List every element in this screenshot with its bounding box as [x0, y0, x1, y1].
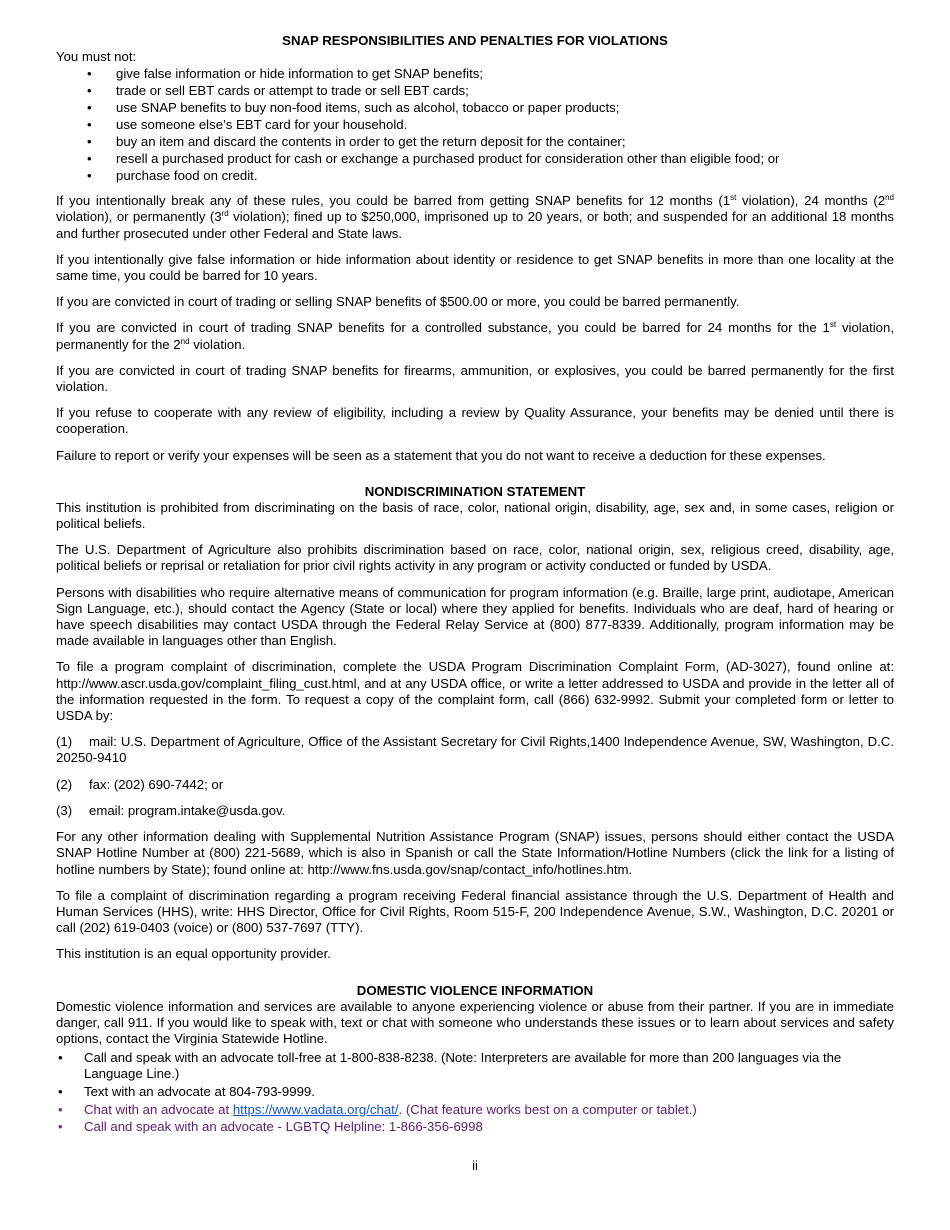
nondiscrimination-p2: The U.S. Department of Agriculture also prohibits discrimination based on race, color, national origin, sex, religious creed, disability, age, political beliefs or reprisal or retaliation for prior civil rights activity in any program or activity conducted or funded by USDA.: [56, 542, 894, 574]
nondiscrimination-p7: This institution is an equal opportunity provider.: [56, 946, 331, 962]
snap-cooperation-paragraph: If you refuse to cooperate with any review of eligibility, including a review by Quality Assurance, your benefits may be denied until there is cooperation.: [56, 405, 894, 437]
snap-false-info-paragraph: If you intentionally give false information or hide information about identity or residence to get SNAP benefits in more than one locality at the same time, you could be barred for 10 years.: [56, 251, 894, 284]
list-item: • use SNAP benefits to buy non-food items, such as alcohol, tobacco or paper products;: [56, 99, 894, 116]
snap-controlled-substance-paragraph: If you are convicted in court of trading SNAP benefits for a controlled substance, you could be barred for 24 months for the 1st violation, permanently for the 2nd violation.: [56, 320, 894, 352]
snap-heading: SNAP RESPONSIBILITIES AND PENALTIES FOR VIOLATIONS: [282, 33, 668, 48]
list-item: • Text with an advocate at 804-793-9999.: [56, 1084, 894, 1100]
list-item: • buy an item and discard the contents in order to get the return deposit for the container;: [56, 133, 894, 150]
complaint-option-mail: (1) mail: U.S. Department of Agriculture, Office of the Assistant Secretary for Civil Rights,1400 Independence Avenue, SW, Washington, D.C. 20250-9410: [56, 734, 894, 766]
snap-expenses-paragraph: Failure to report or verify your expenses will be seen as a statement that you do not want to receive a deduction for these expenses.: [56, 447, 826, 463]
list-item: • Call and speak with an advocate - LGBTQ Helpline: 1-866-356-6998: [56, 1119, 894, 1135]
nondiscrimination-p1: This institution is prohibited from discriminating on the basis of race, color, national origin, disability, age, sex and, in some cases, religion or political beliefs.: [56, 499, 894, 532]
list-item: • resell a purchased product for cash or exchange a purchased product for consideration other than eligible food; or: [56, 150, 894, 167]
nondiscrimination-p6: To file a complaint of discrimination regarding a program receiving Federal financial assistance through the U.S. Department of Health and Human Services (HHS), write: HHS Director, Office for Civil Rights, Room 515-F, 200 Independence Avenue, S.W., Washington, D.C. 20201 or call (202) 619-0403 (voice) or (800) 537-7697 (TTY).: [56, 887, 894, 936]
domestic-violence-list: [56, 1050, 894, 1136]
list-item: • purchase food on credit.: [56, 167, 894, 184]
snap-trading-paragraph: If you are convicted in court of trading or selling SNAP benefits of $500.00 or more, you could be barred permanently.: [56, 294, 740, 310]
complaint-option-email: (3) email: program.intake@usda.gov.: [56, 802, 286, 818]
complaint-option-fax: (2) fax: (202) 690-7442; or: [56, 776, 224, 792]
snap-rules-list: [56, 65, 894, 184]
list-item: • Call and speak with an advocate toll-free at 1-800-838-8238. (Note: Interpreters are available for more than 200 languages via the Language Line.): [56, 1050, 894, 1082]
domestic-violence-heading: DOMESTIC VIOLENCE INFORMATION: [356, 982, 594, 998]
nondiscrimination-p5: For any other information dealing with Supplemental Nutrition Assistance Program (SNAP) issues, persons should either contact the USDA SNAP Hotline Number at (800) 221-5689, which is also in Spanish or call the State Information/Hotline Numbers (click the link for a listing of hotline numbers by State); found online at: http://www.fns.usda.gov/snap/contact_info/hotlines.htm.: [56, 829, 894, 877]
snap-firearms-paragraph: If you are convicted in court of trading SNAP benefits for firearms, ammunition, or explosives, you could be barred permanently for the first violation.: [56, 362, 894, 395]
nondiscrimination-p4: To file a program complaint of discrimination, complete the USDA Program Discrimination Complaint Form, (AD-3027), found online at: http://www.ascr.usda.gov/complaint_filing_cust.html, and at any USDA office, or write a letter addressed to USDA and provide in the letter all of the information requested in the form. To request a copy of the complaint form, call (866) 632-9992. Submit your completed form or letter to USDA by:: [56, 659, 894, 724]
nondiscrimination-heading: NONDISCRIMINATION STATEMENT: [364, 483, 586, 499]
snap-penalties-paragraph: If you intentionally break any of these rules, you could be barred from getting SNAP benefits for 12 months (1st violation), 24 months (2nd violation), or permanently (3rd violation); fined up to $250,000, imprisoned up to 20 years, or both; and suspended for an additional 18 months and further prosecuted under other Federal and State laws.: [56, 193, 894, 241]
domestic-violence-intro: Domestic violence information and services are available to anyone experiencing violence or abuse from their partner. If you are in immediate danger, call 911. If you would like to speak with, text or chat with someone who understands these issues or to learn about services and safety options, contact the Virginia Statewide Hotline.: [56, 998, 894, 1046]
list-item: • use someone else’s EBT card for your household.: [56, 116, 894, 133]
vadata-chat-link[interactable]: https://www.vadata.org/chat/: [232, 1101, 399, 1117]
page-number: ii: [472, 1158, 478, 1173]
list-item: • trade or sell EBT cards or attempt to trade or sell EBT cards;: [56, 82, 894, 99]
document-page: [56, 33, 894, 1137]
snap-intro: You must not:: [56, 49, 137, 64]
list-item: • Chat with an advocate at https://www.vadata.org/chat/. (Chat feature works best on a computer or tablet.): [56, 1102, 894, 1118]
list-item: • give false information or hide information to get SNAP benefits;: [56, 65, 894, 82]
nondiscrimination-p3: Persons with disabilities who require alternative means of communication for program information (e.g. Braille, large print, audiotape, American Sign Language, etc.), should contact the Agency (State or local) where they applied for benefits. Individuals who are deaf, hard of hearing or have speech disabilities may contact USDA through the Federal Relay Service at (800) 877-8339. Additionally, program information may be made available in languages other than English.: [56, 584, 894, 649]
